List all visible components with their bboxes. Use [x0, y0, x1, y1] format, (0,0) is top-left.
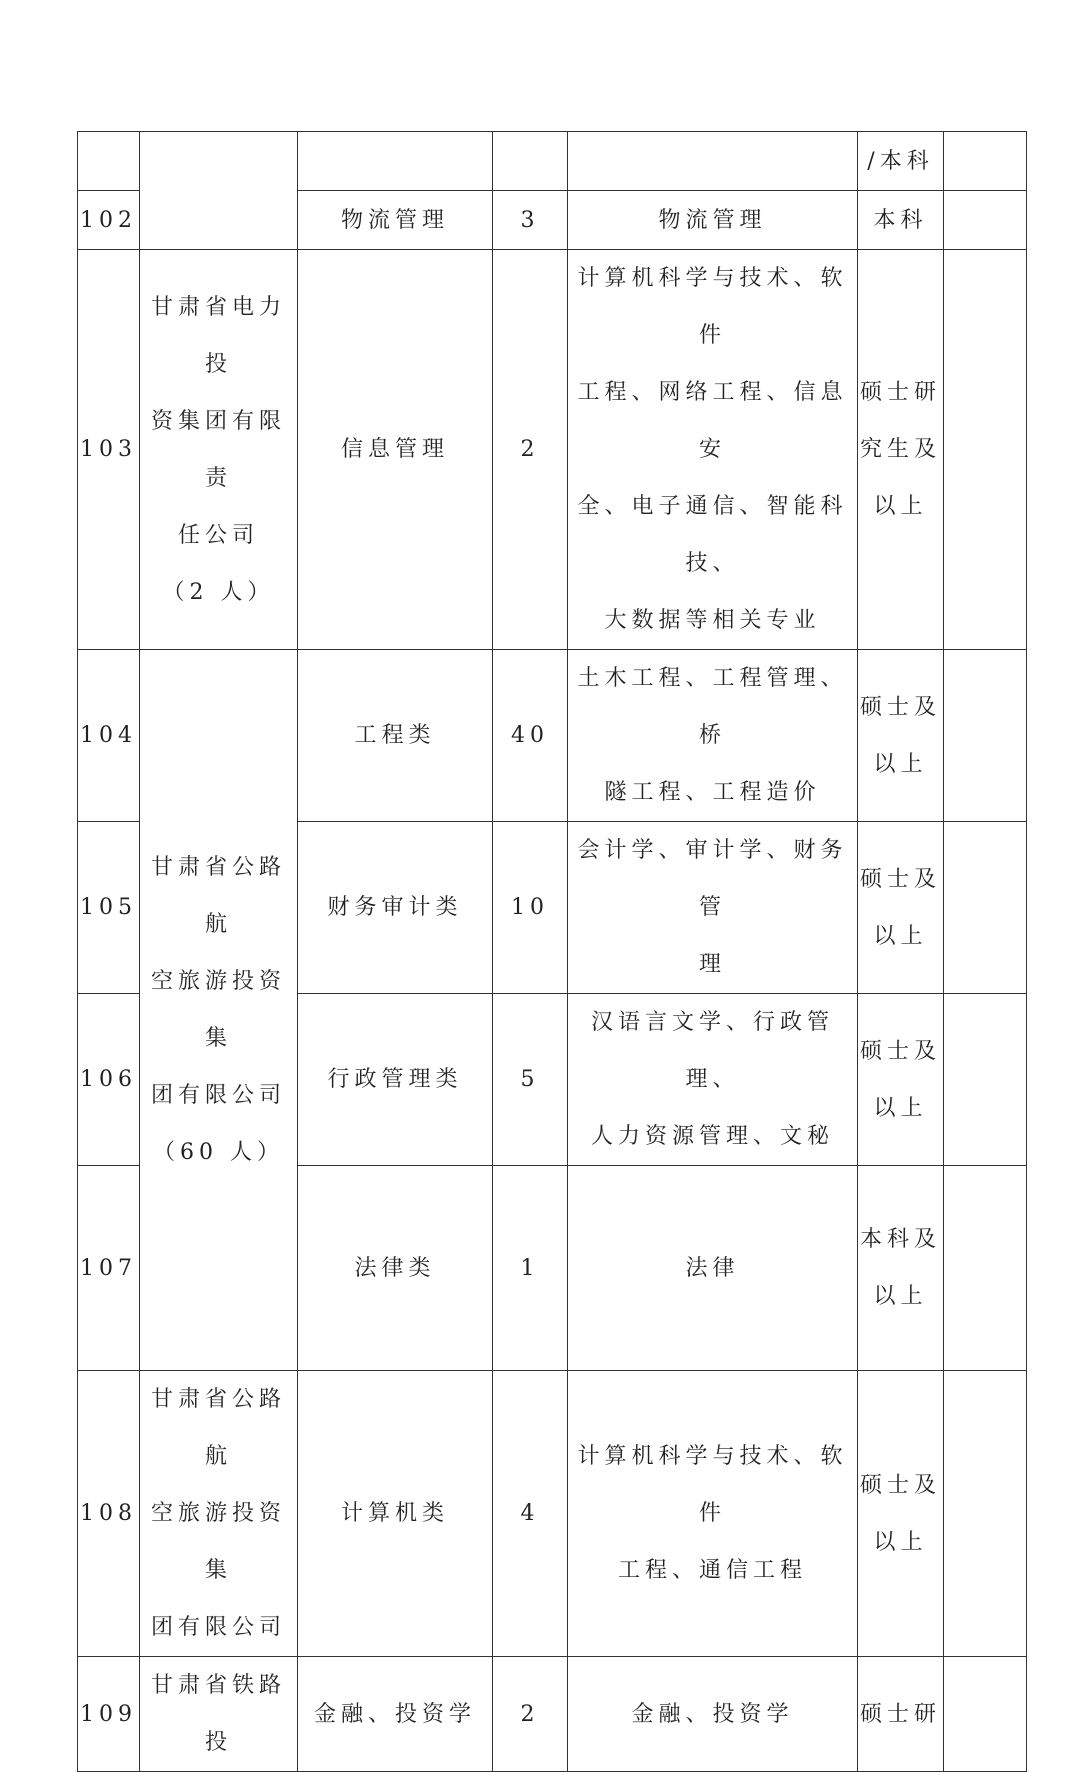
note-cell: [944, 250, 1027, 650]
major-cell: 物流管理: [568, 191, 858, 250]
education-line: 以上: [873, 923, 928, 949]
note-cell: [944, 650, 1027, 822]
major-cell: [568, 1371, 858, 1657]
education-line: 硕士及: [859, 1038, 941, 1064]
company-line: 空旅游投资集: [150, 969, 286, 1051]
company-cell: [140, 1371, 298, 1657]
note-cell: [944, 132, 1027, 191]
note-cell: [944, 1371, 1027, 1657]
position-cell: 法律类: [298, 1166, 493, 1371]
education-line: 以上: [873, 1529, 928, 1555]
education-line: 以上: [873, 1284, 928, 1309]
count-cell: 10: [493, 822, 568, 994]
major-line: 汉语言文学、行政管理、: [590, 1010, 834, 1092]
position-cell: 计算机类: [298, 1371, 493, 1657]
id-cell: 106: [78, 994, 140, 1166]
count-cell: 1: [493, 1166, 568, 1371]
education-cell: 本科: [858, 191, 944, 250]
company-line: 甘肃省公路航: [150, 1387, 286, 1469]
major-cell: [568, 132, 858, 191]
company-line: 空旅游投资集: [150, 1501, 286, 1583]
table-row: [78, 650, 1027, 822]
education-line: 究生及: [859, 437, 941, 462]
major-line: 大数据等相关专业: [604, 608, 821, 633]
position-cell: 财务审计类: [298, 822, 493, 994]
note-cell: [944, 822, 1027, 994]
company-cell: 甘肃省铁路投: [140, 1657, 298, 1772]
major-cell: [568, 994, 858, 1166]
company-line: 团有限公司: [150, 1083, 286, 1108]
major-line: 会计学、审计学、财务管: [577, 838, 848, 920]
major-line: 人力资源管理、文秘: [590, 1124, 834, 1149]
table-row: [78, 1371, 1027, 1657]
education-line: 以上: [873, 751, 928, 777]
company-cell: [140, 650, 298, 1371]
company-line: 团有限公司: [150, 1615, 286, 1640]
table-row: [78, 250, 1027, 650]
company-cell: [140, 132, 298, 250]
education-cell: [858, 994, 944, 1166]
major-cell: [568, 250, 858, 650]
education-line: 硕士及: [859, 1472, 941, 1498]
position-cell: [298, 132, 493, 191]
company-headcount: （60 人）: [153, 1140, 284, 1165]
id-cell: 108: [78, 1371, 140, 1657]
note-cell: [944, 1166, 1027, 1371]
position-cell: 物流管理: [298, 191, 493, 250]
id-cell: 105: [78, 822, 140, 994]
education-cell: [858, 650, 944, 822]
education-cell: [858, 250, 944, 650]
company-line: 资集团有限责: [150, 408, 286, 491]
education-cell: [858, 1166, 944, 1371]
count-cell: 2: [493, 1657, 568, 1772]
company-line: 甘肃省公路航: [150, 855, 286, 937]
position-cell: 信息管理: [298, 250, 493, 650]
company-line: 任公司: [177, 522, 259, 548]
major-line: 工程、通信工程: [617, 1558, 807, 1583]
id-cell: 104: [78, 650, 140, 822]
education-line: 以上: [873, 494, 928, 519]
id-cell: 102: [78, 191, 140, 250]
major-line: 土木工程、工程管理、桥: [577, 666, 848, 748]
education-line: 硕士及: [859, 866, 941, 892]
major-line: 隧工程、工程造价: [604, 780, 821, 805]
id-cell: 107: [78, 1166, 140, 1371]
note-cell: [944, 191, 1027, 250]
note-cell: [944, 1657, 1027, 1772]
major-cell: 法律: [568, 1166, 858, 1371]
major-line: 理: [698, 952, 726, 977]
count-cell: 4: [493, 1371, 568, 1657]
major-line: 计算机科学与技术、软件: [577, 266, 848, 348]
table-row: [78, 132, 1027, 191]
major-line: 全、电子通信、智能科技、: [577, 494, 848, 576]
id-cell: 109: [78, 1657, 140, 1772]
note-cell: [944, 994, 1027, 1166]
position-cell: 工程类: [298, 650, 493, 822]
major-line: 工程、网络工程、信息安: [577, 380, 848, 462]
education-cell: 硕士研: [858, 1657, 944, 1772]
company-cell: [140, 250, 298, 650]
count-cell: 5: [493, 994, 568, 1166]
education-line: 以上: [873, 1095, 928, 1121]
count-cell: 2: [493, 250, 568, 650]
table-row: [78, 1657, 1027, 1772]
position-cell: 行政管理类: [298, 994, 493, 1166]
education-line: 本科及: [859, 1227, 941, 1252]
education-line: 硕士及: [859, 694, 941, 720]
id-cell: [78, 132, 140, 191]
count-cell: 3: [493, 191, 568, 250]
company-headcount: （2 人）: [162, 579, 275, 605]
education-cell: /本科: [858, 132, 944, 191]
education-cell: [858, 1371, 944, 1657]
major-line: 计算机科学与技术、软件: [577, 1444, 848, 1526]
major-cell: 金融、投资学: [568, 1657, 858, 1772]
major-cell: [568, 822, 858, 994]
count-cell: [493, 132, 568, 191]
education-cell: [858, 822, 944, 994]
recruitment-table: [77, 131, 1027, 1772]
position-cell: 金融、投资学: [298, 1657, 493, 1772]
education-line: 硕士研: [859, 380, 941, 405]
id-cell: 103: [78, 250, 140, 650]
company-line: 甘肃省电力投: [150, 294, 286, 377]
count-cell: 40: [493, 650, 568, 822]
major-cell: [568, 650, 858, 822]
